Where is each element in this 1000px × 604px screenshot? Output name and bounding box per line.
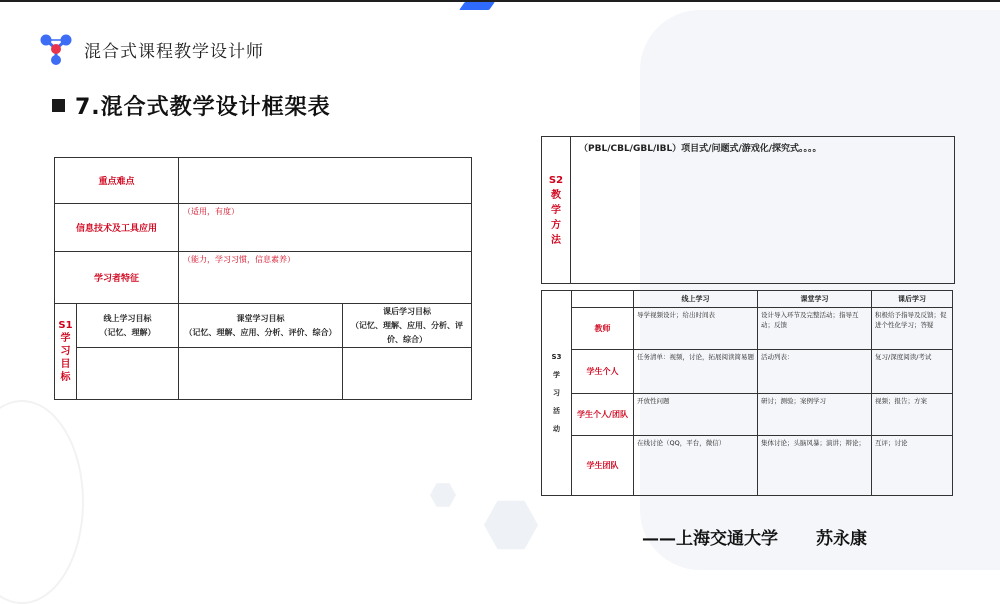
activity-cell: 在线讨论（QQ，平台，微信） (634, 436, 758, 496)
s2-label-line: 方 (550, 219, 561, 231)
s2-label (542, 137, 571, 283)
footer-attribution (642, 524, 867, 549)
s1-label-line: 标 (60, 372, 71, 383)
section-title: 7.混合式教学设计框架表 (75, 95, 331, 120)
key-difficulties-label: 重点难点 (55, 158, 179, 204)
activity-cell: 开放性问题 (634, 394, 758, 436)
role-student-individual-team: 学生个人/团队 (572, 394, 634, 436)
s2-label-line: 法 (550, 234, 561, 246)
goal-levels: 价、综合） (387, 334, 428, 344)
after-class-goals-cell (343, 348, 472, 400)
activity-cell: 导学视频设计；给出时间表 (634, 308, 758, 350)
square-bullet-icon (52, 99, 65, 112)
activity-cell: 任务清单：视频，讨论，拓展阅读简易题 (634, 350, 758, 394)
s2-teaching-methods-box (541, 136, 955, 284)
table-row (542, 436, 953, 496)
app-title: 混合式课程教学设计师 (84, 41, 264, 62)
class-goals-cell (179, 348, 343, 400)
s3-label (542, 291, 572, 496)
goal-title: 课堂学习目标 (236, 313, 285, 323)
s3-label-line: 习 (553, 389, 560, 397)
circle-decoration (0, 400, 84, 604)
molecule-logo-icon (38, 32, 74, 66)
goal-title: 课后学习目标 (383, 306, 432, 316)
section-heading (52, 90, 331, 121)
s3-label-line: 学 (553, 371, 560, 379)
author-name: 苏永康 (816, 529, 867, 549)
s3-label-line: 活 (553, 407, 560, 415)
goal-levels: （记忆、理解、应用、分析、评 (351, 320, 464, 330)
goal-title: 线上学习目标 (103, 313, 152, 323)
activity-cell: 集体讨论；头脑风暴；演讲；辩论； (758, 436, 872, 496)
table-row (542, 350, 953, 394)
table-row (55, 204, 472, 252)
header-class: 课堂学习 (758, 291, 872, 308)
online-goals-cell (77, 348, 179, 400)
key-difficulties-cell (179, 158, 472, 204)
role-student-individual: 学生个人 (572, 350, 634, 394)
role-student-team: 学生团队 (572, 436, 634, 496)
class-goals-header (179, 304, 343, 348)
goal-levels: （记忆、理解） (99, 327, 156, 337)
it-tools-note: （适用，有度） (179, 204, 472, 252)
s2-label-line: S2 (548, 174, 564, 186)
header-online: 线上学习 (634, 291, 758, 308)
table-row (55, 348, 472, 400)
s2-methods-text: （PBL/CBL/GBL/IBL）项目式/问题式/游戏化/探究式。。。。 (579, 144, 822, 154)
s1-goals-label (55, 304, 77, 400)
s2-label-line: 教 (550, 189, 561, 201)
s2-label-line: 学 (550, 204, 561, 216)
after-class-goals-header (343, 304, 472, 348)
activity-cell: 互评；讨论 (872, 436, 953, 496)
online-goals-header (77, 304, 179, 348)
hexagon-decoration-large (484, 498, 538, 552)
s1-label-line: 习 (60, 346, 71, 357)
activity-cell: 设计导入环节及完整活动；指导互动；反馈 (758, 308, 872, 350)
s3-label-line: S3 (551, 353, 562, 361)
hexagon-decoration-small (430, 482, 456, 508)
activity-cell: 研讨；测验；案例学习 (758, 394, 872, 436)
table-row (55, 304, 472, 348)
header (38, 32, 264, 66)
activity-cell: 复习/深度阅读/考试 (872, 350, 953, 394)
activity-cell: 活动列表： (758, 350, 872, 394)
s3-label-line: 动 (553, 425, 560, 433)
s1-label-line: 目 (60, 359, 71, 370)
school-name: ——上海交通大学 (642, 529, 778, 549)
activity-cell: 视频；报告；方案 (872, 394, 953, 436)
table-row (55, 252, 472, 304)
goal-levels: （记忆、理解、应用、分析、评价、综合） (184, 327, 337, 337)
accent-stroke-decoration (459, 2, 495, 10)
table-row (542, 394, 953, 436)
s1-label-line: S1 (58, 320, 73, 331)
it-tools-label: 信息技术及工具应用 (55, 204, 179, 252)
table-row (542, 308, 953, 350)
table-row (542, 291, 953, 308)
activity-cell: 积极给予指导及反馈；促进个性化学习；答疑 (872, 308, 953, 350)
learner-traits-note: （能力，学习习惯，信息素养） (179, 252, 472, 304)
s3-learning-activities-table (541, 290, 953, 496)
learning-goals-table (54, 157, 472, 400)
s1-label-line: 学 (60, 333, 71, 344)
table-row (55, 158, 472, 204)
learner-traits-label: 学习者特征 (55, 252, 179, 304)
s3-corner-cell (572, 291, 634, 308)
header-after-class: 课后学习 (872, 291, 953, 308)
top-border-line (0, 0, 1000, 2)
role-teacher: 教师 (572, 308, 634, 350)
